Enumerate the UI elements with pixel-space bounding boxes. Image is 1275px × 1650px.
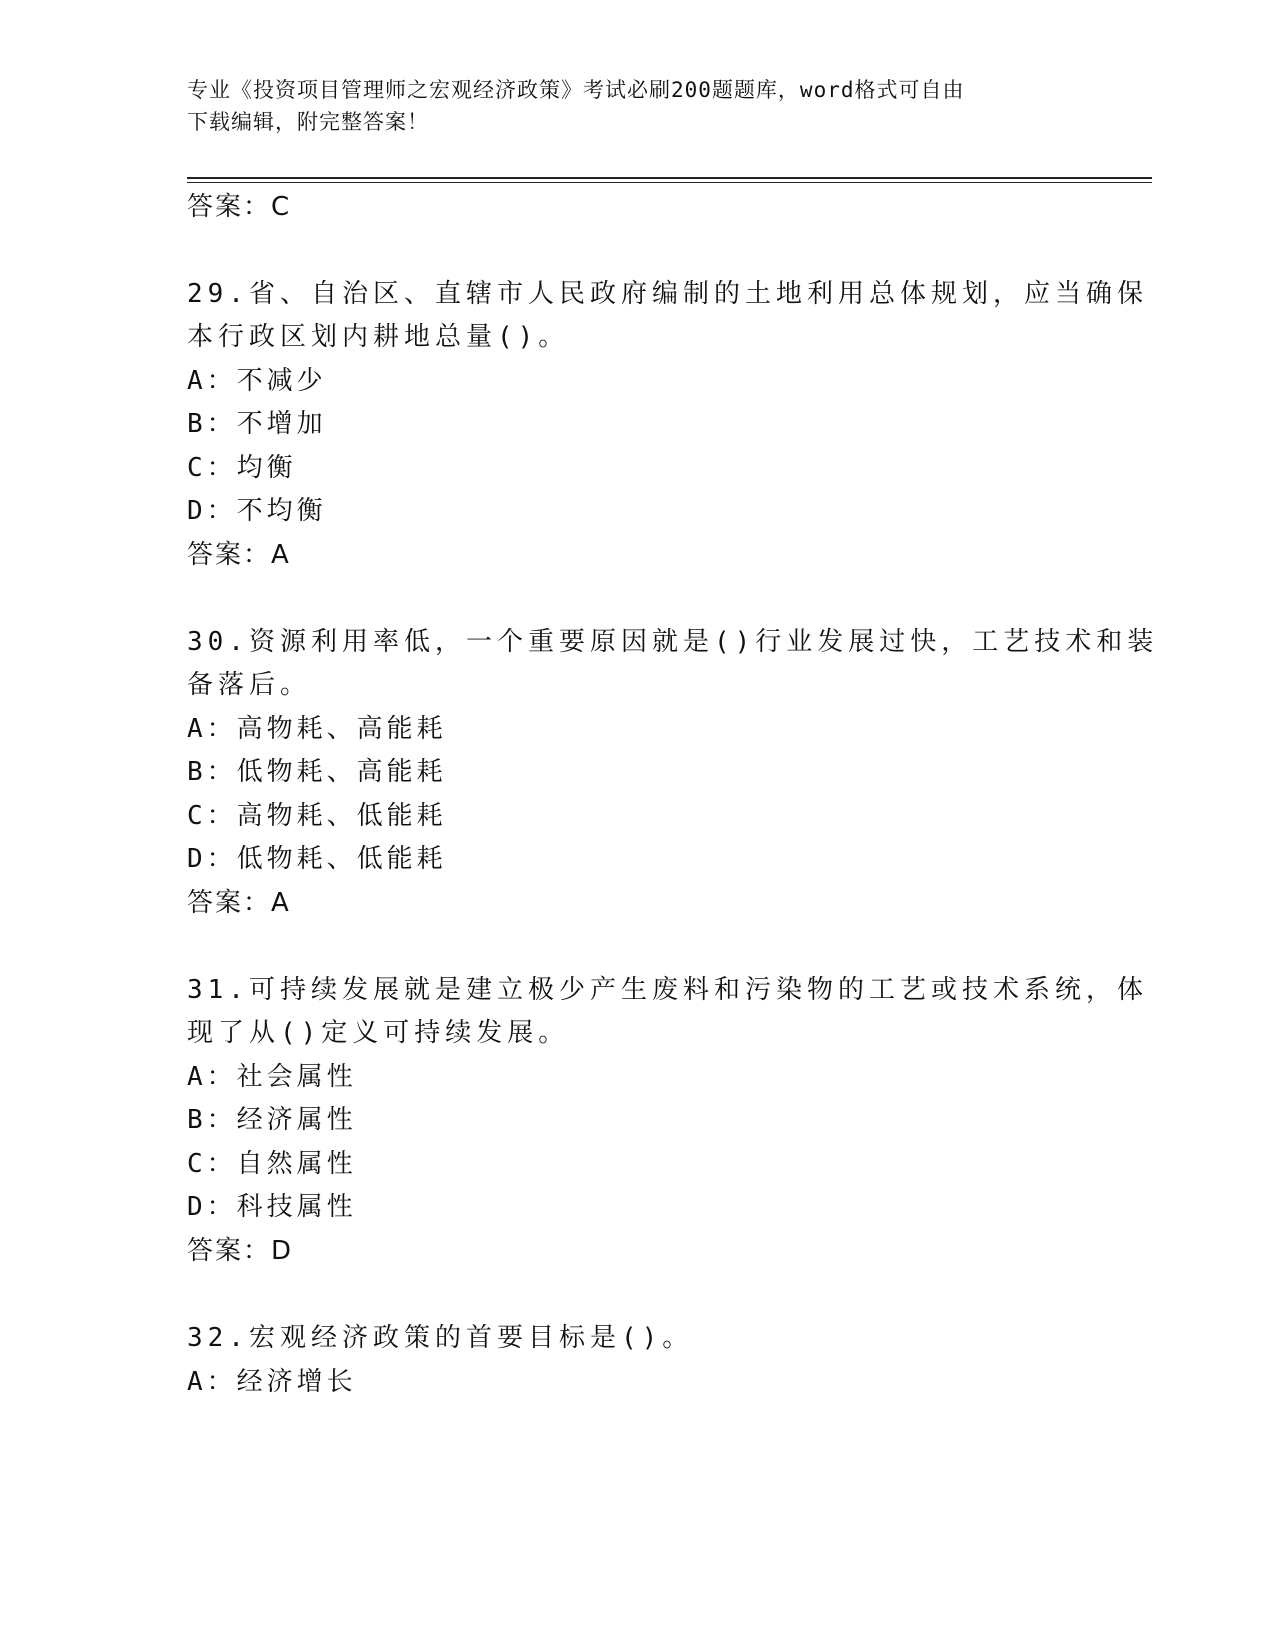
header-divider-thin bbox=[187, 182, 1152, 183]
previous-question-answer: 答案：C bbox=[187, 192, 292, 222]
document-header bbox=[187, 74, 1087, 138]
question-32-option-a: A：经济增长 bbox=[187, 1367, 357, 1397]
question-29-option-a: A：不减少 bbox=[187, 366, 327, 396]
question-31-option-a: A：社会属性 bbox=[187, 1062, 357, 1092]
question-29-option-b: B：不增加 bbox=[187, 409, 327, 439]
question-30-option-c: C：高物耗、低能耗 bbox=[187, 801, 447, 831]
question-29-answer: 答案：A bbox=[187, 540, 291, 570]
question-30-text-line-1: 30.资源利用率低，一个重要原因就是()行业发展过快，工艺技术和装 bbox=[187, 627, 1159, 657]
question-32-text-line-1: 32.宏观经济政策的首要目标是()。 bbox=[187, 1323, 694, 1353]
question-31-option-b: B：经济属性 bbox=[187, 1105, 357, 1135]
question-29-text-line-2: 本行政区划内耕地总量()。 bbox=[187, 322, 570, 352]
question-30-option-b: B：低物耗、高能耗 bbox=[187, 757, 447, 787]
question-29-option-c: C：均衡 bbox=[187, 453, 297, 483]
question-29-option-d: D：不均衡 bbox=[187, 496, 327, 526]
question-30-option-a: A：高物耗、高能耗 bbox=[187, 714, 447, 744]
header-divider-thick bbox=[187, 177, 1152, 179]
question-31-text-line-2: 现了从()定义可持续发展。 bbox=[187, 1018, 570, 1048]
question-31-option-c: C：自然属性 bbox=[187, 1149, 357, 1179]
question-29-text-line-1: 29.省、自治区、直辖市人民政府编制的土地利用总体规划，应当确保 bbox=[187, 279, 1148, 309]
question-30-answer: 答案：A bbox=[187, 888, 291, 918]
question-31-option-d: D：科技属性 bbox=[187, 1192, 357, 1222]
question-30-text-line-2: 备落后。 bbox=[187, 670, 312, 700]
header-line-2: 下载编辑，附完整答案！ bbox=[187, 110, 429, 134]
header-line-1: 专业《投资项目管理师之宏观经济政策》考试必刷200题题库，word格式可自由 bbox=[187, 78, 965, 102]
question-31-text-line-1: 31.可持续发展就是建立极少产生废料和污染物的工艺或技术系统，体 bbox=[187, 975, 1148, 1005]
question-31-answer: 答案：D bbox=[187, 1236, 294, 1266]
question-30-option-d: D：低物耗、低能耗 bbox=[187, 844, 447, 874]
